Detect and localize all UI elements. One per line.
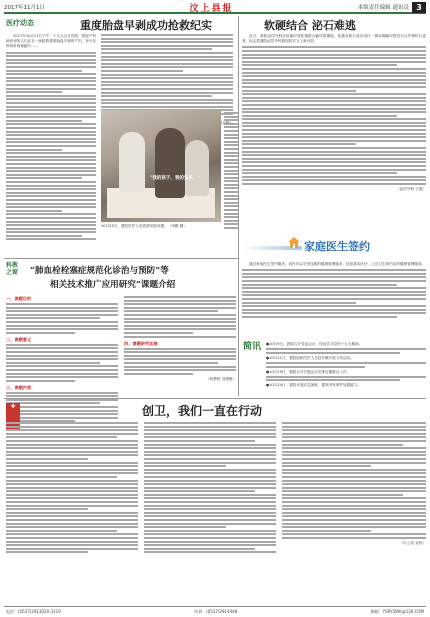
article2-first-para: 近日，我院泌尿外科应用输尿管软镜联合输尿管硬镜、钬激光碎石成功治疗一例双侧输尿管结石合并肾结石患者，标志着我院泌尿外科微创技术又上新台阶。: [242, 34, 426, 44]
article1-body-left: [6, 34, 96, 240]
article3-col-right: [124, 296, 236, 382]
brief-news-tag: 简讯: [242, 342, 261, 352]
photo-caption: 10月29日，我院医护人员看望出院母婴。（李鹏 摄）: [101, 224, 187, 228]
article1-title: 重度胎盘早剥成功抢救纪实: [80, 19, 212, 32]
section-rule-2: [4, 398, 426, 399]
family-doctor-para: 通过家庭医生签约服务，居民可以享受连续的健康管理服务，包括基本医疗、公共卫生和约定的健康管理服务。: [249, 262, 426, 266]
page-header: [4, 2, 426, 14]
article3-subhead-4: 四、课题研究实施: [124, 340, 158, 346]
family-doctor-banner: [242, 232, 426, 260]
article3-subhead-1: 一、课题目的: [6, 296, 32, 301]
article4-col-3: [282, 422, 426, 546]
article3-subhead-2: 二、课题意义: [6, 336, 32, 342]
article3-col-left: [6, 296, 118, 422]
photo-caption-quote: "我的孩子，我的宝贝。": [150, 176, 200, 181]
brief-item-4: ●10月24日，我院开展应急演练，提高突发事件处置能力。: [266, 383, 361, 388]
photo-side-text: [224, 112, 238, 222]
article4-col-2: [144, 422, 276, 553]
article4-byline: （办公室 宣传）: [399, 541, 426, 545]
brief-news-list: [266, 342, 426, 389]
column-rule: [238, 16, 239, 396]
section-tag-medical: 医疗动态: [6, 19, 34, 27]
article2-body: [242, 34, 426, 192]
brief-item-3: ●10月19日，我院召开专题会议安排近期重点工作。: [266, 369, 351, 374]
article2-byline: （泌尿外科 王瑞）: [396, 186, 426, 191]
page-number: 3: [412, 2, 426, 13]
article3-title-2: 相关技术推广应用研究”课题介绍: [50, 280, 176, 290]
article4-col-1: [6, 422, 138, 553]
article3-byline: （科教科 刘建梅）: [206, 376, 236, 381]
family-doctor-title: 家庭医生签约: [304, 240, 370, 253]
footer-phone: 电话：(0537)2913020-3119: [6, 608, 61, 614]
family-doctor-body: [242, 262, 426, 318]
brief-item-2: ●10月11日，我院组织医护人员赴乡镇开展义诊活动。: [266, 355, 354, 360]
article3-subhead-3: 三、课题内容: [6, 384, 32, 390]
article1-first-para: 2017年10月17日下午，十九大召开在即，我院产科病房里的人们正在一场抢救重度胎盘早剥的产妇，争分夺秒的时间赛跑中……: [6, 34, 96, 49]
article3-title-1: “肺血栓栓塞症规范化诊治与预防”等: [30, 266, 169, 276]
article4-title: 创卫，我们一直在行动: [142, 404, 263, 418]
brief-item-1: ●10月9日，我院召开党委会议，传达学习党的十九大精神。: [266, 342, 363, 346]
footer-fax: 传真：(0537)2914448: [194, 608, 238, 614]
house-icon: [288, 237, 300, 249]
mini-icon: ✚: [10, 403, 16, 410]
section-rule-1: [4, 258, 238, 259]
hospital-photo: [101, 110, 221, 222]
page-footer: [4, 606, 426, 616]
editor-line: 本版责任编辑 通讯员: [357, 5, 409, 11]
footer-email: 邮箱：YSRYSWK@126.COM: [370, 608, 424, 614]
article2-title: 软硬结合 泌石难逃: [264, 19, 356, 32]
section-tag-science: 科教之窗: [6, 262, 19, 276]
issue-date: 2017年11月1日: [4, 5, 45, 11]
paper-name: 汶上县报: [189, 3, 234, 14]
